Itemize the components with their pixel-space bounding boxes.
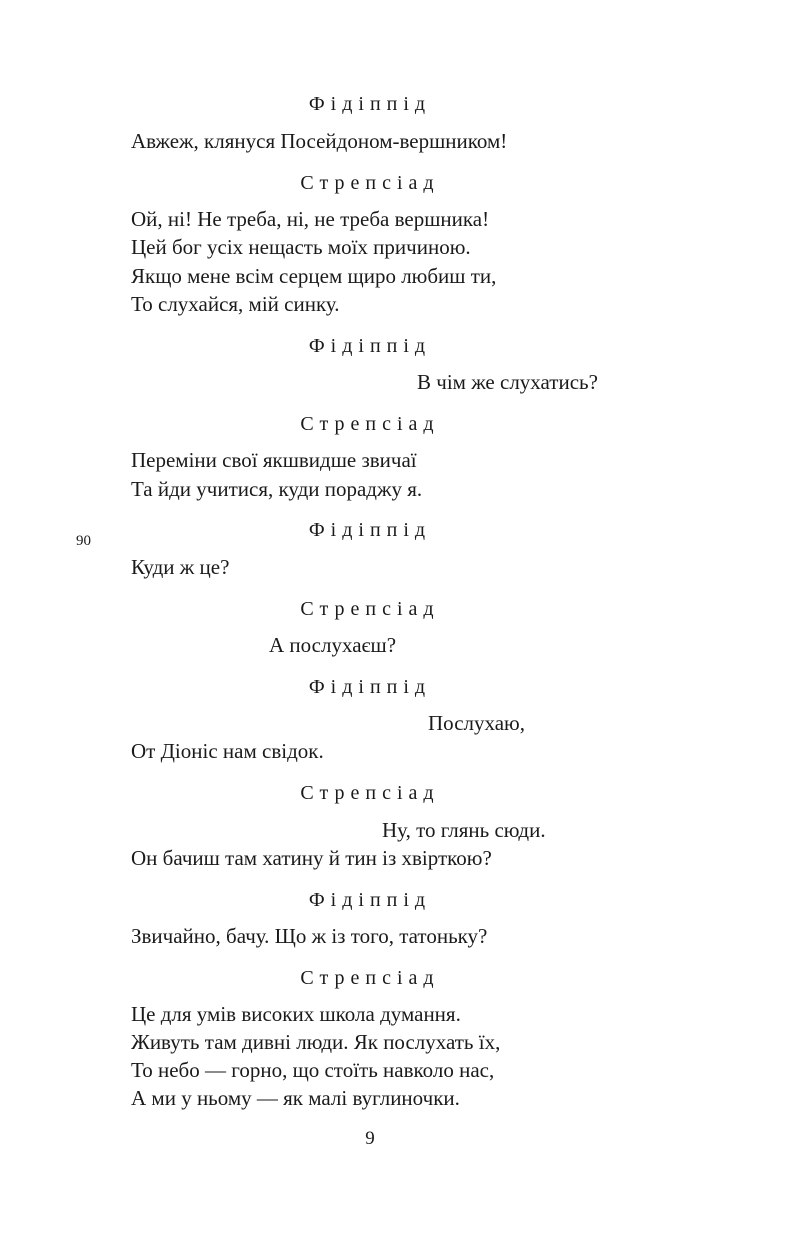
speaker-name: Фідіппід: [308, 335, 432, 357]
verse-line: Послухаю,: [428, 711, 525, 735]
verse-line: Цей бог усіх нещасть моїх причиною.: [131, 235, 471, 259]
speaker-name: Стрепсіад: [300, 413, 440, 435]
verse-line: То небо — горно, що стоїть навколо нас,: [131, 1058, 495, 1082]
verse-line: От Діоніс нам свідок.: [131, 739, 324, 763]
verse-line: Це для умів високих школа думання.: [131, 1002, 461, 1026]
speaker-name: Стрепсіад: [300, 782, 440, 804]
verse-line: Звичайно, бачу. Що ж із того, татоньку?: [131, 924, 488, 948]
speaker-name: Фідіппід: [308, 519, 432, 541]
verse-line: Авжеж, клянуся Посейдоном-вершником!: [131, 129, 508, 153]
verse-line: А послухаєш?: [269, 633, 397, 657]
line-number: 90: [76, 533, 91, 549]
verse-line: Куди ж це?: [131, 555, 230, 579]
speaker-name: Фідіппід: [308, 889, 432, 911]
speaker-name: Стрепсіад: [300, 172, 440, 194]
verse-line: В чім же слухатись?: [417, 370, 598, 394]
speaker-name: Фідіппід: [308, 93, 432, 115]
verse-line: Якщо мене всім серцем щиро любиш ти,: [131, 264, 497, 288]
verse-line: Он бачиш там хатину й тин із хвірткою?: [131, 846, 492, 870]
speaker-name: Стрепсіад: [300, 598, 440, 620]
verse-line: Переміни свої якшвидше звичаї: [131, 448, 417, 472]
verse-line: Живуть там дивні люди. Як послухать їх,: [131, 1030, 501, 1054]
verse-line: А ми у ньому — як малі вуглиночки.: [131, 1086, 460, 1110]
verse-line: То слухайся, мій синку.: [131, 292, 340, 316]
verse-line: Ой, ні! Не треба, ні, не треба вершника!: [131, 207, 490, 231]
verse-line: Та йди учитися, куди пораджу я.: [131, 477, 423, 501]
speaker-name: Стрепсіад: [300, 967, 440, 989]
page-number: 9: [365, 1128, 375, 1149]
verse-line: Ну, то глянь сюди.: [382, 818, 546, 842]
speaker-name: Фідіппід: [308, 676, 432, 698]
